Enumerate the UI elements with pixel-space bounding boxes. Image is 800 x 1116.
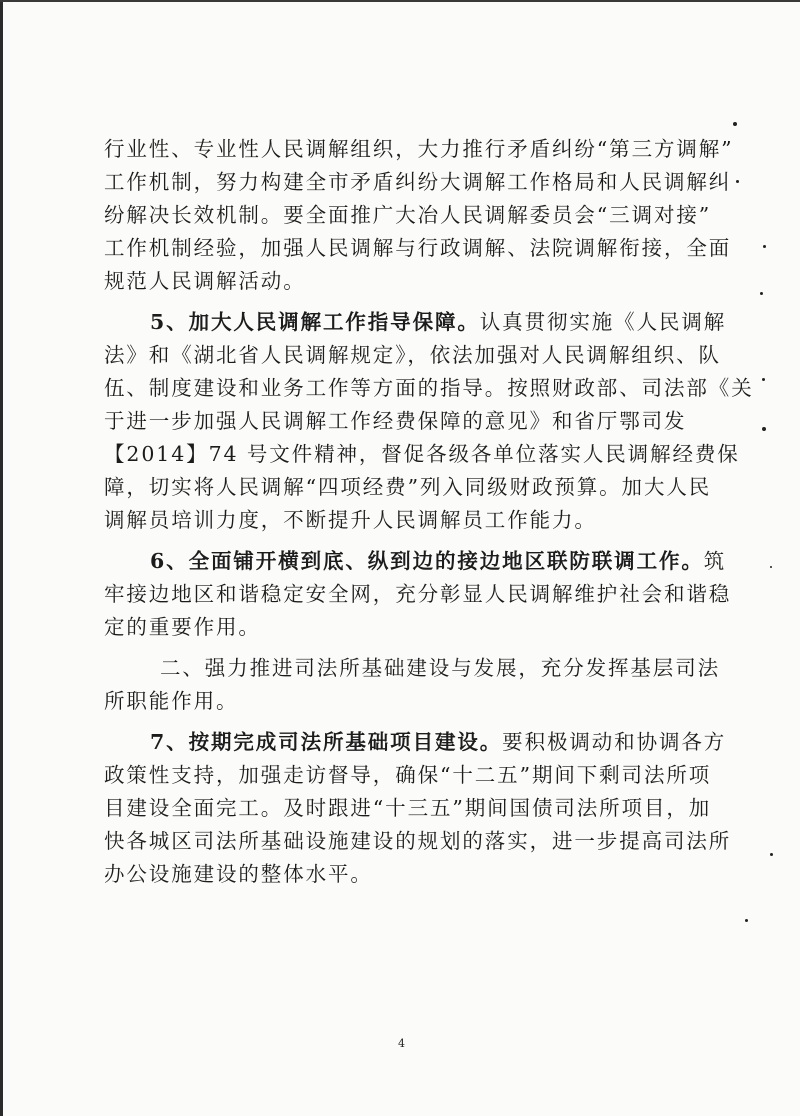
text-line: 规范人民调解活动。	[104, 269, 306, 293]
section-heading: 7、按期完成司法所基础项目建设。	[150, 730, 503, 754]
text-run: 认真贯彻实施《人民调解	[479, 310, 727, 334]
text-run: 要积极调动和协调各方	[502, 730, 727, 754]
scan-speck	[770, 853, 773, 856]
text-line: 于进一步加强人民调解工作经费保障的意见》和省厅鄂司发	[104, 409, 687, 433]
text-line: 定的重要作用。	[104, 615, 261, 639]
text-line: 纷解决长效机制。要全面推广大冶人民调解委员会“三调对接”	[104, 203, 712, 227]
text-line: 二、强力推进司法所基础建设与发展，充分发挥基层司法	[160, 656, 720, 680]
text-line: 调解员培训力度，不断提升人民调解员工作能力。	[104, 508, 597, 532]
scan-speck	[745, 919, 748, 922]
text-line: 牢接边地区和谐稳定安全网，充分彰显人民调解维护社会和谐稳	[104, 582, 732, 606]
scan-edge-top	[0, 0, 800, 2]
text-line: 伍、制度建设和业务工作等方面的指导。按照财政部、司法部《关	[104, 376, 754, 400]
scan-speck	[762, 378, 765, 381]
text-line: 政策性支持，加强走访督导，确保“十二五”期间下剩司法所项	[104, 763, 712, 787]
text-line: 法》和《湖北省人民调解规定》，依法加强对人民调解组织、队	[104, 343, 721, 367]
text-line: 【2014】74 号文件精神，督促各级各单位落实人民调解经费保	[104, 442, 740, 466]
text-line: 目建设全面完工。及时跟进“十三五”期间国债司法所项目，加	[104, 796, 712, 820]
page-number: 4	[398, 1037, 405, 1050]
text-line: 快各城区司法所基础设施建设的规划的落实，进一步提高司法所	[104, 829, 732, 853]
scan-speck	[736, 180, 739, 183]
section-heading: 5、加大人民调解工作指导保障。	[150, 310, 480, 334]
body-text	[104, 133, 754, 891]
text-line: 障，切实将人民调解“四项经费”列入同级财政预算。加大人民	[104, 475, 712, 499]
scan-speck	[763, 245, 766, 248]
text-line: 工作机制经验，加强人民调解与行政调解、法院调解衔接，全面	[104, 236, 732, 260]
text-line	[104, 545, 727, 578]
text-line: 工作机制，努力构建全市矛盾纠纷大调解工作格局和人民调解纠	[104, 170, 732, 194]
text-line	[104, 726, 727, 759]
scan-edge-left	[0, 0, 3, 1116]
text-run: 筑	[703, 549, 727, 573]
scan-speck	[762, 427, 766, 431]
scan-speck	[760, 292, 763, 295]
scan-speck	[770, 566, 772, 568]
section-heading: 6、全面铺开横到底、纵到边的接边地区联防联调工作。	[150, 549, 704, 573]
text-line	[104, 306, 727, 339]
scan-speck	[733, 122, 737, 126]
text-line: 办公设施建设的整体水平。	[104, 862, 373, 886]
text-line: 所职能作用。	[104, 689, 239, 713]
text-line: 行业性、专业性人民调解组织，大力推行矛盾纠纷“第三方调解”	[104, 137, 734, 161]
